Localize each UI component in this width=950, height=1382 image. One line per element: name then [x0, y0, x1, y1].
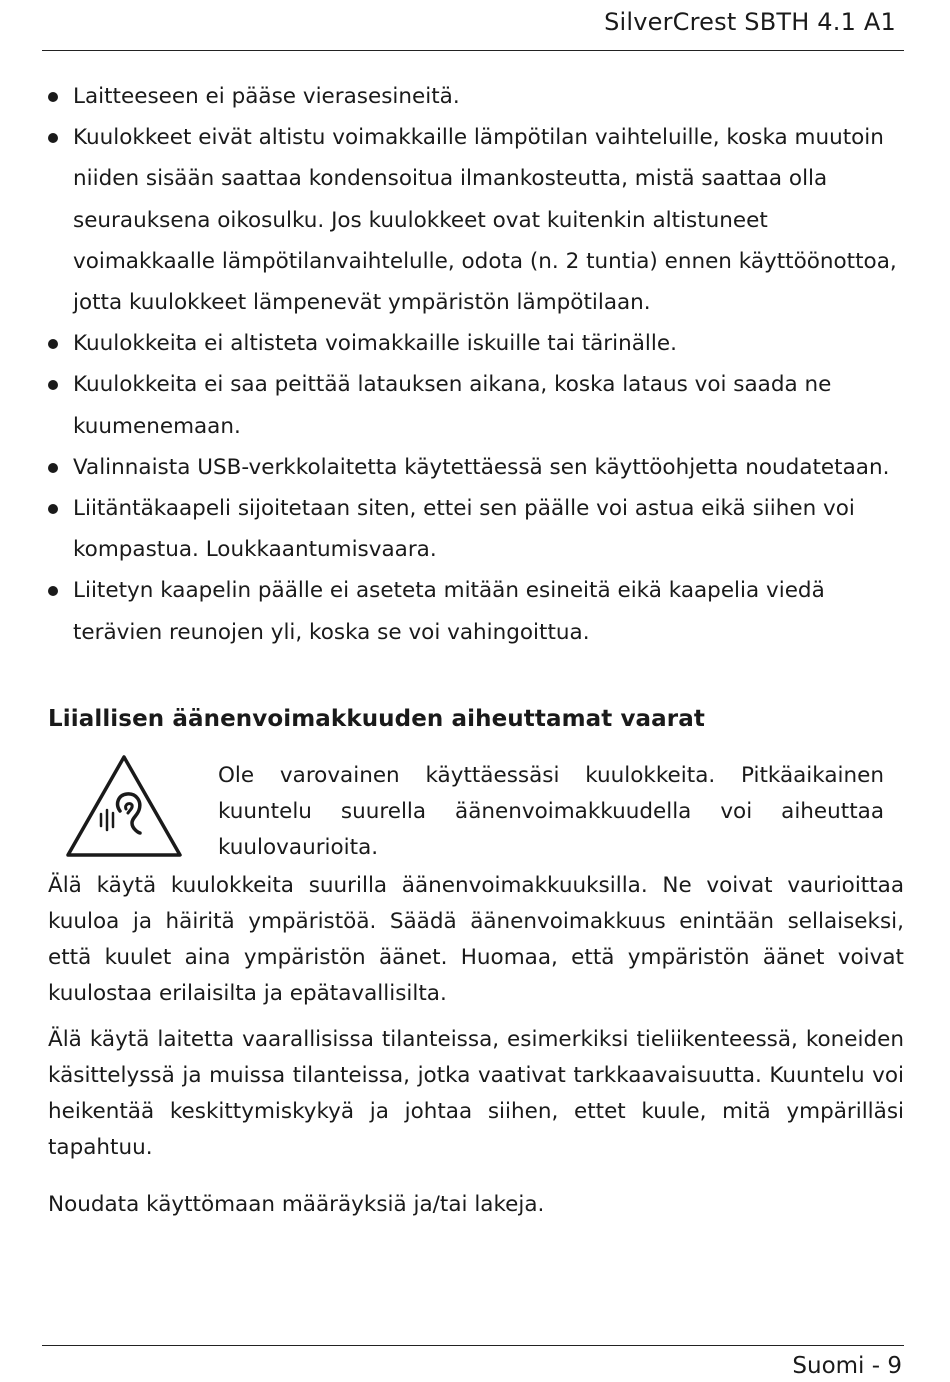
- hearing-damage-warning-icon: [64, 753, 184, 859]
- body-paragraph: Noudata käyttömaan määräyksiä ja/tai lakeja.: [48, 1192, 545, 1217]
- header-title: SilverCrest SBTH 4.1 A1: [604, 8, 896, 36]
- warning-text: Ole varovainen käyttäessäsi kuulokkeita. Pitkäaikainen kuuntelu suurella äänenvoimakkuudella voi aiheuttaa kuulovaurioita.: [218, 763, 884, 860]
- bullet-item: Kuulokkeet eivät altistu voimakkaille lämpötilan vaihteluille, koska muutoin niiden sisään saattaa kondensoitua ilmankosteutta, mistä saattaa olla seurauksena oikosulku. Jos kuulokkeet ovat kuitenkin altistuneet voimakkaalle lämpötilanvaihtelulle, odota (n. 2 tuntia) ennen käyttöönottoa, jotta kuulokkeet lämpenevät ympäristön lämpötilaan.: [48, 117, 908, 323]
- bullet-item: Laitteeseen ei pääse vierasesineitä.: [48, 76, 908, 117]
- bullet-item: Liitetyn kaapelin päälle ei aseteta mitään esineitä eikä kaapelia viedä terävien reunojen yli, koska se voi vahingoittua.: [48, 570, 908, 652]
- body-paragraph: Älä käytä kuulokkeita suurilla äänenvoimakkuuksilla. Ne voivat vaurioittaa kuuloa ja häiritä ympäristöä. Säädä äänenvoimakkuus enintään sellaiseksi, että kuulet aina ympäristön äänet. Huomaa, että ympäristön äänet voivat kuulostaa erilaisilta ja epätavallisilta.: [48, 873, 904, 1006]
- section-heading: Liiallisen äänenvoimakkuuden aiheuttamat vaarat: [48, 706, 705, 732]
- page-header: [42, 0, 904, 51]
- bullet-item: Valinnaista USB-verkkolaitetta käytettäessä sen käyttöohjetta noudatetaan.: [48, 447, 908, 488]
- bullet-item: Kuulokkeita ei altisteta voimakkaille iskuille tai tärinälle.: [48, 323, 908, 364]
- bullet-item: Liitäntäkaapeli sijoitetaan siten, ettei sen päälle voi astua eikä siihen voi kompastua. Loukkaantumisvaara.: [48, 488, 908, 570]
- page-number: Suomi - 9: [792, 1353, 902, 1379]
- footer-divider: [42, 1345, 904, 1346]
- body-paragraph: Älä käytä laitetta vaarallisissa tilanteissa, esimerkiksi tieliikenteessä, koneiden käsittelyssä ja muissa tilanteissa, jotka vaativat tarkkaavaisuutta. Kuuntelu voi heikentää keskittymiskykyä ja johtaa siihen, ettet kuule, mitä ympärilläsi tapahtuu.: [48, 1027, 904, 1160]
- bullet-item: Kuulokkeita ei saa peittää latauksen aikana, koska lataus voi saada ne kuumenemaan.: [48, 364, 908, 446]
- safety-bullet-list: [48, 76, 908, 653]
